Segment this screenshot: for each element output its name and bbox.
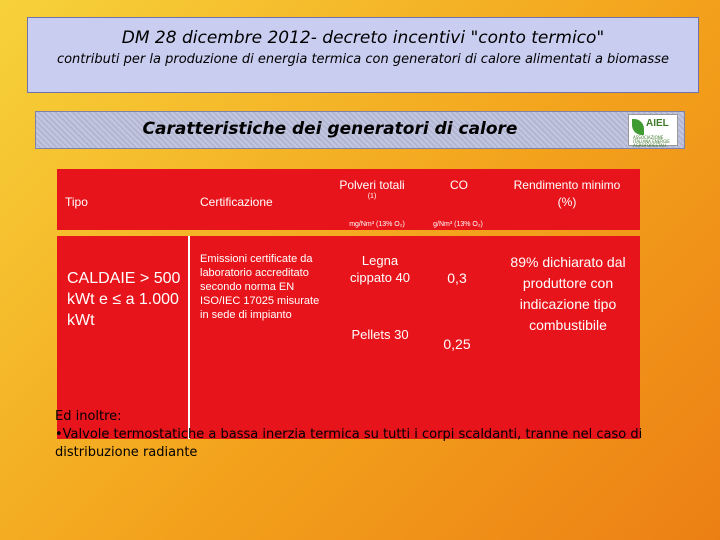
table-header-row [57, 169, 640, 230]
header-rendimento-unit: (%) [557, 195, 577, 209]
extra-notes [55, 408, 675, 462]
header-certificazione: Certificazione [200, 195, 273, 209]
title-box [27, 17, 699, 93]
section-header [35, 111, 685, 149]
cell-certificazione: Emissioni certificate da laboratorio accreditato secondo norma EN ISO/IEC 17025 misurate in sede di impianto [200, 253, 320, 321]
unit-polveri: mg/Nm³ (13% O₂) [349, 221, 405, 228]
header-rendimento: Rendimento minimo [513, 178, 621, 192]
cell-co-pellets: 0,25 [443, 336, 471, 352]
header-co: CO [450, 178, 468, 192]
cell-co-legna: 0,3 [447, 270, 467, 286]
page-subtitle: contributi per la produzione di energia termica con generatori di calore alimentati a biomasse [56, 52, 670, 67]
logo-text: AIEL [646, 118, 669, 129]
header-polveri-label: Polveri totali [339, 178, 405, 192]
aiel-logo [628, 114, 678, 146]
unit-co: g/Nm³ (13% O₂) [433, 221, 483, 228]
header-polveri [337, 178, 407, 206]
leaf-icon [632, 119, 644, 135]
cell-fuel-legna: Legna cippato 40 [350, 253, 410, 285]
cell-tipo: CALDAIE > 500 kWt e ≤ a 1.000 kWt [67, 270, 181, 329]
header-polveri-note: (1) [367, 193, 377, 200]
header-tipo: Tipo [65, 195, 88, 209]
section-title: Caratteristiche dei generatori di calore [142, 119, 518, 139]
extra-bullet: •Valvole termostatiche a bassa inerzia termica su tutti i corpi scaldanti, tranne nel caso di distribuzione radiante [55, 427, 643, 460]
page-title: DM 28 dicembre 2012- decreto incentivi "conto termico" [121, 28, 605, 48]
cell-fuel-pellets: Pellets 30 [351, 327, 409, 342]
extra-intro: Ed inoltre: [55, 409, 122, 424]
logo-small-text: ASSOCIAZIONE ITALIANA ENERGIE AGROFORESTALI [633, 135, 670, 148]
cell-rendimento: 89% dichiarato dal produttore con indicazione tipo combustibile [510, 254, 626, 333]
